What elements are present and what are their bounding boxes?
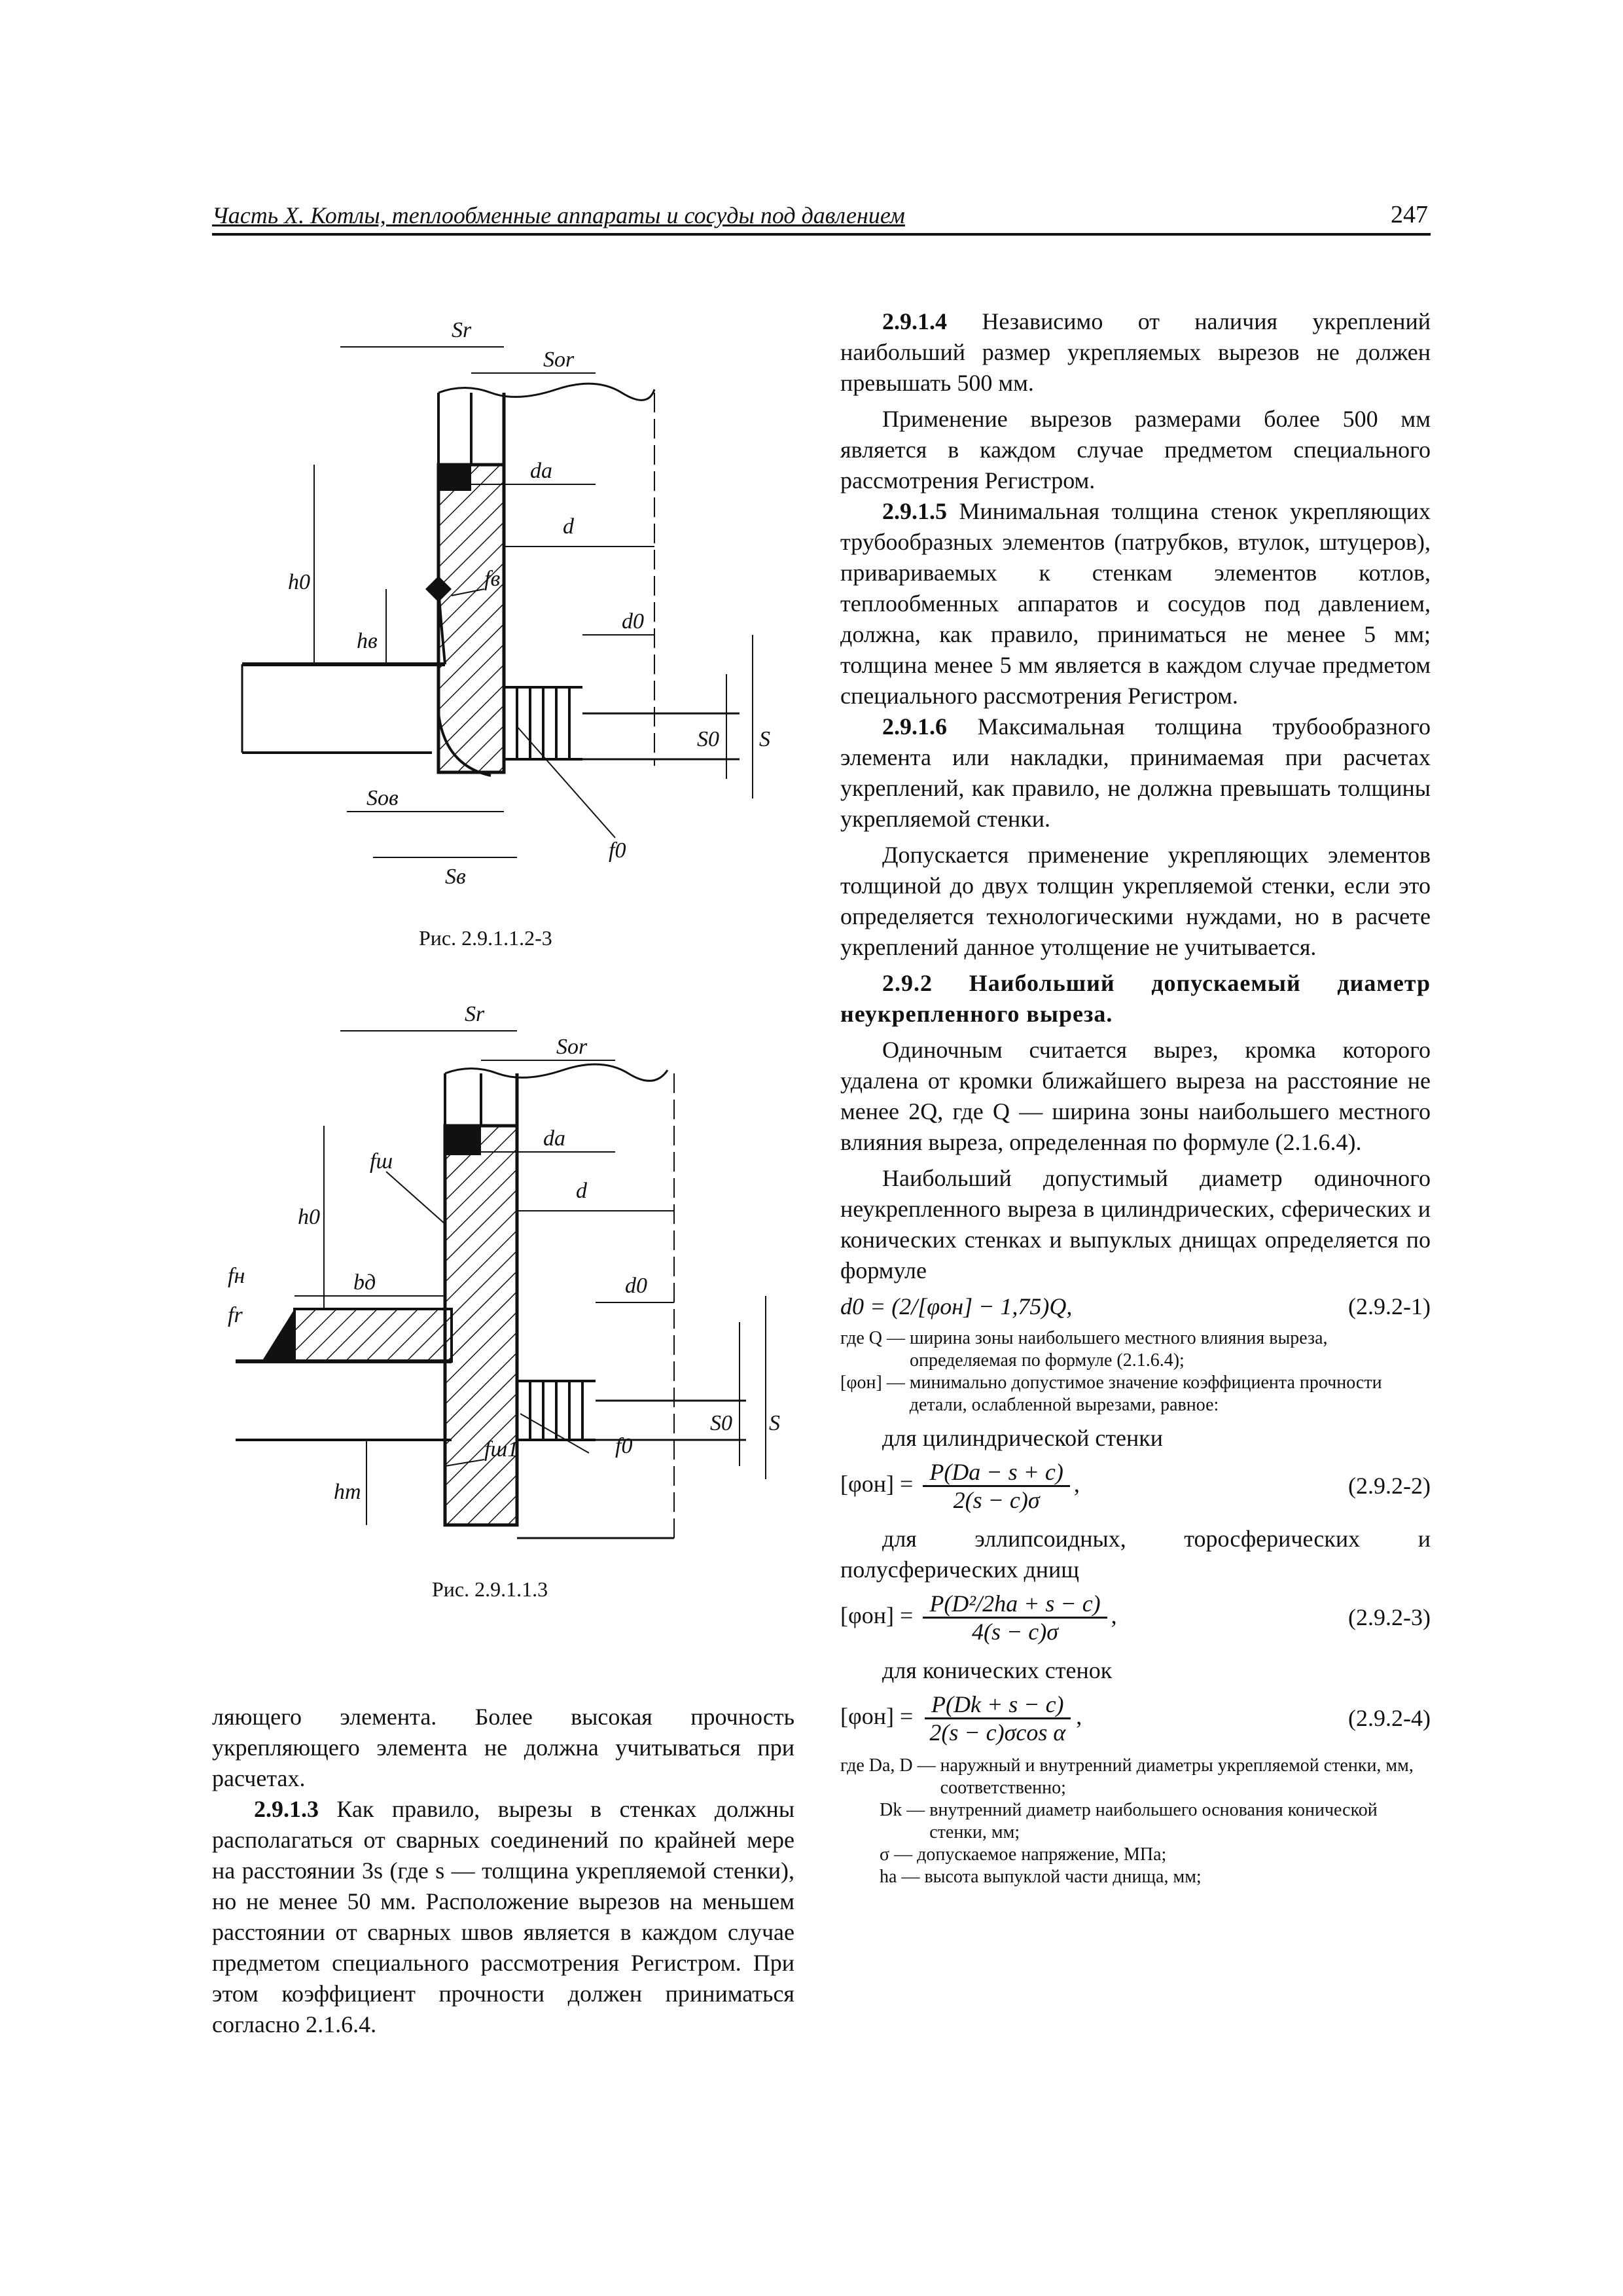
section-number: 2.9.1.3	[254, 1796, 319, 1822]
fig1-label-s: S	[759, 727, 770, 751]
section-text: Независимо от наличия укреплений наибольший размер укрепляемых вырезов не должен превышать 500 мм.	[840, 308, 1431, 396]
fig1-label-sr: Sr	[452, 318, 472, 342]
fig2-label-bd: bд	[353, 1270, 376, 1295]
fraction-denominator: 2(s − c)σcos α	[929, 1719, 1066, 1746]
paragraph-large-cutouts: Применение вырезов размерами более 500 мм является в каждом случае предметом специального рассмотрения Регистром.	[840, 406, 1431, 493]
fig1-label-f0: f0	[609, 838, 626, 863]
figure-1-drawing	[229, 308, 792, 897]
legend-symbol: ha —	[880, 1867, 925, 1887]
paragraph-max-diameter: Наибольший допустимый диаметр одиночного неукрепленного выреза в цилиндрических, сферических и конических стенках и выпуклых днищах определяется по формуле	[840, 1165, 1431, 1283]
formula-tail: ,	[1076, 1702, 1082, 1729]
fig1-label-fv: fв	[484, 567, 501, 591]
fig2-label-s: S	[769, 1411, 780, 1435]
formula-2-9-2-1	[840, 1291, 1431, 1322]
left-paragraph-1: ляющего элемента. Более высокая прочность укрепляющего элемента не должна учитываться при расчетах.	[212, 1704, 794, 1791]
figure-1-caption: Рис. 2.9.1.1.2-3	[419, 926, 552, 950]
section-text: Как правило, вырезы в стенках должны располагаться от сварных соединений по крайней мере на расстоянии 3s (где s — толщина укрепляемой стенки), но не менее 50 мм. Расположение вырезов на меньшем расстоянии от сварных швов является в каждом случае предметом специального рассмотрения Регистром. При этом коэффициент прочности должен приниматься согласно 2.1.6.4.	[212, 1796, 794, 2037]
fraction-numerator: P(Da − s + c)	[923, 1459, 1070, 1487]
fig2-label-fr: fr	[228, 1303, 243, 1327]
section-number: 2.9.1.6	[882, 713, 947, 740]
legend-symbol: где Da, D —	[840, 1755, 940, 1776]
section-2-9-1-6	[840, 711, 1431, 834]
formula-tail: ,	[1111, 1602, 1117, 1628]
section-number: 2.9.1.5	[882, 498, 947, 524]
paragraph-double-thickness: Допускается применение укрепляющих элементов толщиной до двух толщин укрепляемой стенки, если это определяется технологическими нуждами, но в расчете укреплений данное утолщение не учитывается.	[840, 842, 1431, 960]
formula-number: (2.9.2-4)	[1348, 1705, 1431, 1731]
fig2-label-fsh1: fш1	[484, 1437, 519, 1462]
formula-2-9-2-4	[840, 1691, 1431, 1746]
fraction-numerator: P(Dk + s − c)	[925, 1691, 1071, 1719]
cylindrical-label: для цилиндрической стенки	[882, 1425, 1164, 1451]
fig2-label-da: da	[543, 1126, 565, 1151]
legend-symbol: [φон] —	[840, 1372, 910, 1393]
formula-number: (2.9.2-2)	[1348, 1473, 1431, 1499]
fig2-label-s0: S0	[710, 1411, 732, 1435]
legend-desc: внутренний диаметр наибольшего основания конической стенки, мм;	[929, 1800, 1378, 1842]
section-text: Максимальная толщина трубообразного элемента или накладки, принимаемая при расчетах укреплений, как правило, не должна превышать толщины укрепляемой стенки.	[840, 713, 1431, 832]
section-number: 2.9.1.4	[882, 308, 947, 334]
page-number: 247	[1391, 201, 1428, 228]
formula-legend-2	[840, 1755, 1431, 1888]
legend-desc: наружный и внутренний диаметры укрепляемой стенки, мм, соответственно;	[940, 1755, 1414, 1798]
fig2-label-sr: Sr	[465, 1002, 485, 1026]
fig2-label-d0: d0	[625, 1274, 647, 1298]
fig2-label-sor: Sor	[556, 1035, 588, 1059]
conical-label: для конических стенок	[882, 1657, 1113, 1683]
formula-lhs: [φон] =	[840, 1602, 914, 1628]
fig1-label-hv: hв	[357, 629, 378, 653]
fig1-label-sv: Sв	[445, 865, 466, 889]
formula-2-9-2-3	[840, 1590, 1431, 1645]
formula-lhs: [φон] =	[840, 1470, 914, 1497]
section-2-9-1-4	[840, 306, 1431, 399]
formula-body: d0 = (2/[φон] − 1,75)Q,	[840, 1293, 1073, 1319]
legend-symbol: где Q —	[840, 1328, 910, 1348]
legend-desc: допускаемое напряжение, МПа;	[917, 1844, 1167, 1865]
fig2-label-h0: h0	[298, 1205, 320, 1229]
right-column-text	[840, 306, 1431, 1888]
formula-fraction	[923, 1691, 1072, 1746]
fig2-label-fn: fн	[228, 1264, 245, 1288]
formula-2-9-2-2	[840, 1459, 1431, 1513]
elliptical-label: для эллипсоидных, торосферических и полусферических днищ	[840, 1526, 1431, 1583]
fig1-label-da: da	[530, 459, 552, 483]
formula-fraction	[923, 1459, 1070, 1513]
formula-number: (2.9.2-1)	[1348, 1293, 1431, 1319]
paragraph-single-cutout: Одиночным считается вырез, кромка которого удалена от кромки ближайшего выреза на расстояние не менее 2Q, где Q — ширина зоны наибольшего местного влияния выреза, определенная по формуле (2.1.6.4).	[840, 1037, 1431, 1155]
formula-tail: ,	[1073, 1470, 1080, 1497]
fig1-label-h0: h0	[288, 570, 310, 594]
fig1-label-d: d	[563, 514, 574, 539]
formula-legend-1	[840, 1327, 1431, 1416]
fraction-denominator: 2(s − c)σ	[953, 1487, 1040, 1513]
legend-desc: минимально допустимое значение коэффициента прочности детали, ослабленной вырезами, равное:	[909, 1372, 1382, 1415]
formula-number: (2.9.2-3)	[1348, 1604, 1431, 1630]
fig1-label-sov: Sов	[366, 786, 399, 810]
legend-symbol: Dk —	[880, 1800, 930, 1820]
section-2-9-1-5	[840, 496, 1431, 711]
fraction-numerator: P(D²/2ha + s − c)	[923, 1590, 1107, 1619]
section-text: Минимальная толщина стенок укрепляющих трубообразных элементов (патрубков, втулок, штуцеров), привариваемых к стенкам элементов котлов, теплообменных аппаратов и сосудов под давлением, должна, как правило, приниматься не менее 5 мм; толщина менее 5 мм является в каждом случае предметом специального рассмотрения Регистром.	[840, 498, 1431, 709]
legend-desc: ширина зоны наибольшего местного влияния выреза, определяемая по формуле (2.1.6.4);	[909, 1328, 1328, 1371]
fig1-label-s0: S0	[697, 727, 719, 751]
legend-desc: высота выпуклой части днища, мм;	[924, 1867, 1202, 1887]
section-2-9-1-3	[212, 1794, 794, 2040]
figure-2-caption: Рис. 2.9.1.1.3	[432, 1577, 548, 1601]
fig2-label-fsh: fш	[370, 1149, 393, 1174]
section-heading-2-9-2: 2.9.2 Наибольший допускаемый диаметр неукрепленного выреза.	[840, 970, 1431, 1027]
left-column-text	[212, 1702, 794, 2040]
formula-fraction	[923, 1590, 1107, 1645]
page-header	[212, 195, 1431, 236]
fraction-denominator: 4(s − c)σ	[971, 1619, 1058, 1645]
fig1-label-sor: Sor	[543, 348, 575, 372]
fig2-label-hm: hm	[334, 1480, 361, 1504]
legend-symbol: σ —	[880, 1844, 918, 1865]
fig2-label-d: d	[576, 1179, 587, 1203]
fig2-label-f0: f0	[615, 1434, 633, 1458]
figure-2-drawing	[223, 995, 798, 1571]
formula-lhs: [φон] =	[840, 1702, 914, 1729]
running-title: Часть X. Котлы, теплообменные аппараты и сосуды под давлением	[212, 202, 905, 228]
fig1-label-d0: d0	[622, 609, 644, 634]
